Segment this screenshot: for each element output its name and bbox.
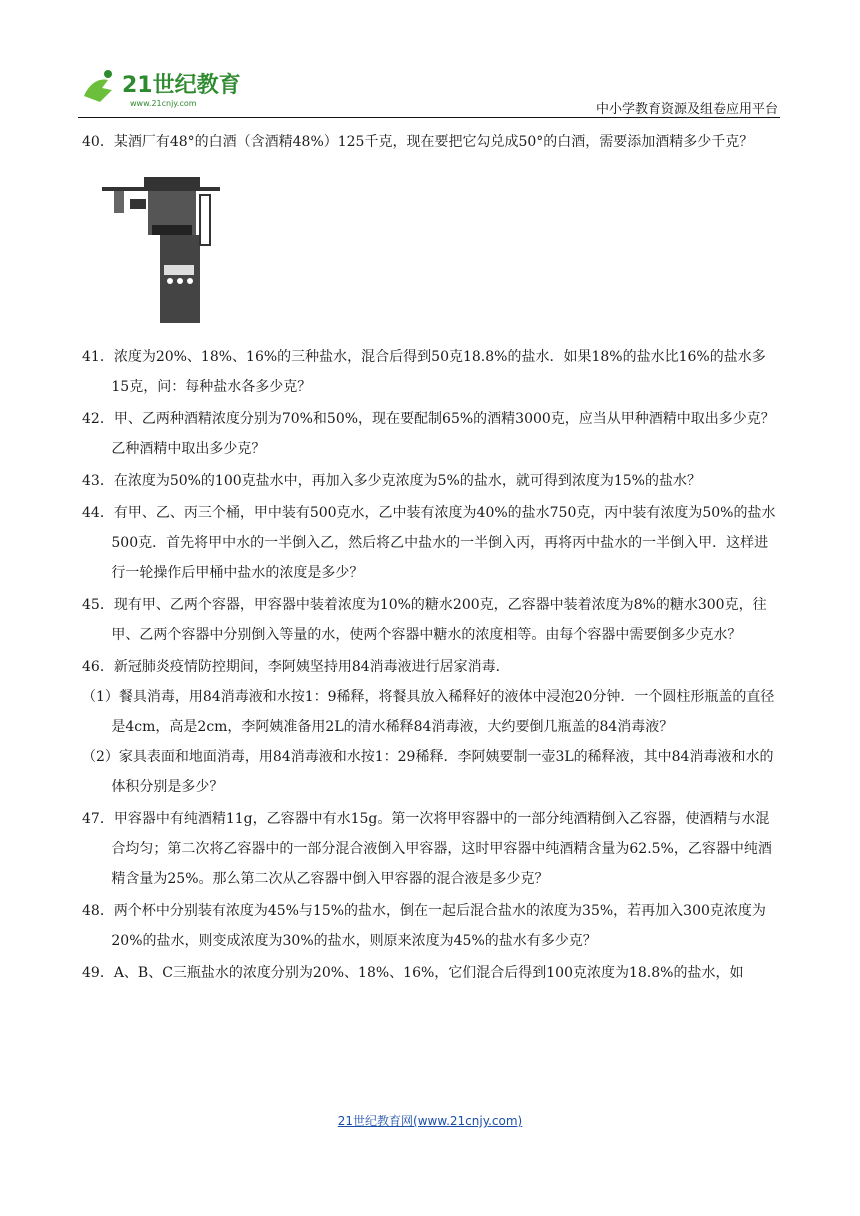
question-text: 42．甲、乙两种酒精浓度分别为70%和50%，现在要配制65%的酒精3000克，应当从甲种酒精中取出多少克？乙种酒精中取出多少克？ [82,411,775,457]
question-43 [82,466,782,496]
question-46 [82,652,782,802]
page-footer [0,1112,860,1129]
question-text: 45．现有甲、乙两个容器，甲容器中装着浓度为10%的糖水200克，乙容器中装着浓度为8%的糖水300克，往甲、乙两个容器中分别倒入等量的水，使两个容器中糖水的浓度相等。由每个容器中需要倒多少克水？ [82,597,767,643]
question-44 [82,498,782,588]
sub-question-1: （1）餐具消毒，用84消毒液和水按1：9稀释，将餐具放入稀释好的液体中浸泡20分钟．一个圆柱形瓶盖的直径是4cm，高是2cm，李阿姨准备用2L的清水稀释84消毒液，大约要倒几瓶盖的84消毒液？ [82,689,775,735]
question-text: 44．有甲、乙、丙三个桶，甲中装有500克水，乙中装有浓度为40%的盐水750克，丙中装有浓度为50%的盐水500克．首先将甲中水的一半倒入乙，然后将乙中盐水的一半倒入丙，再将丙中盐水的一半倒入甲．这样进行一轮操作后甲桶中盐水的浓度是多少？ [82,505,776,581]
platform-label: 中小学教育资源及组卷应用平台 [595,102,778,117]
header-rule [78,117,780,118]
logo [78,62,258,112]
page-header [78,62,780,118]
question-text: 43．在浓度为50%的100克盐水中，再加入多少克浓度为5%的盐水，就可得到浓度为15%的盐水？ [82,473,701,489]
question-text: 47．甲容器中有纯酒精11g，乙容器中有水15g。第一次将甲容器中的一部分纯酒精倒入乙容器，使酒精与水混合均匀；第二次将乙容器中的一部分混合液倒入甲容器，这时甲容器中纯酒精含量为62.5%，乙容器中纯酒精含量为25%。那么第二次从乙容器中倒入甲容器的混合液是多少克？ [82,811,772,887]
question-41 [82,342,782,402]
question-text: 48．两个杯中分别装有浓度为45%与15%的盐水，倒在一起后混合盐水的浓度为35%，若再加入300克浓度为20%的盐水，则变成浓度为30%的盐水，则原来浓度为45%的盐水有多少克？ [82,903,766,949]
question-list [82,127,782,990]
question-48 [82,896,782,956]
logo-text: 21世纪教育 [122,73,241,98]
question-text: 49．A、B、C三瓶盐水的浓度分别为20%、18%、16%，它们混合后得到100克浓度为18.8%的盐水，如 [82,965,744,981]
sub-question-2: （2）家具表面和地面消毒，用84消毒液和水按1：29稀释．李阿姨要制一壶3L的稀释液，其中84消毒液和水的体积分别是多少？ [82,749,774,795]
question-42 [82,404,782,464]
distillery-apparatus-image [100,165,220,325]
question-47 [82,804,782,894]
question-40 [82,127,782,340]
question-text: 41．浓度为20%、18%、16%的三种盐水，混合后得到50克18.8%的盐水．如果18%的盐水比16%的盐水多15克，问：每种盐水各多少克？ [82,349,766,395]
question-text: 40．某酒厂有48°的白酒（含酒精48%）125千克，现在要把它勾兑成50°的白酒，需要添加酒精多少千克？ [82,134,754,150]
question-49 [82,958,782,988]
question-45 [82,590,782,650]
question-text: 46．新冠肺炎疫情防控期间，李阿姨坚持用84消毒液进行居家消毒． [82,659,510,675]
logo-url: www.21cnjy.com [130,99,197,108]
footer-link[interactable]: 21世纪教育网(www.21cnjy.com) [337,1114,523,1128]
